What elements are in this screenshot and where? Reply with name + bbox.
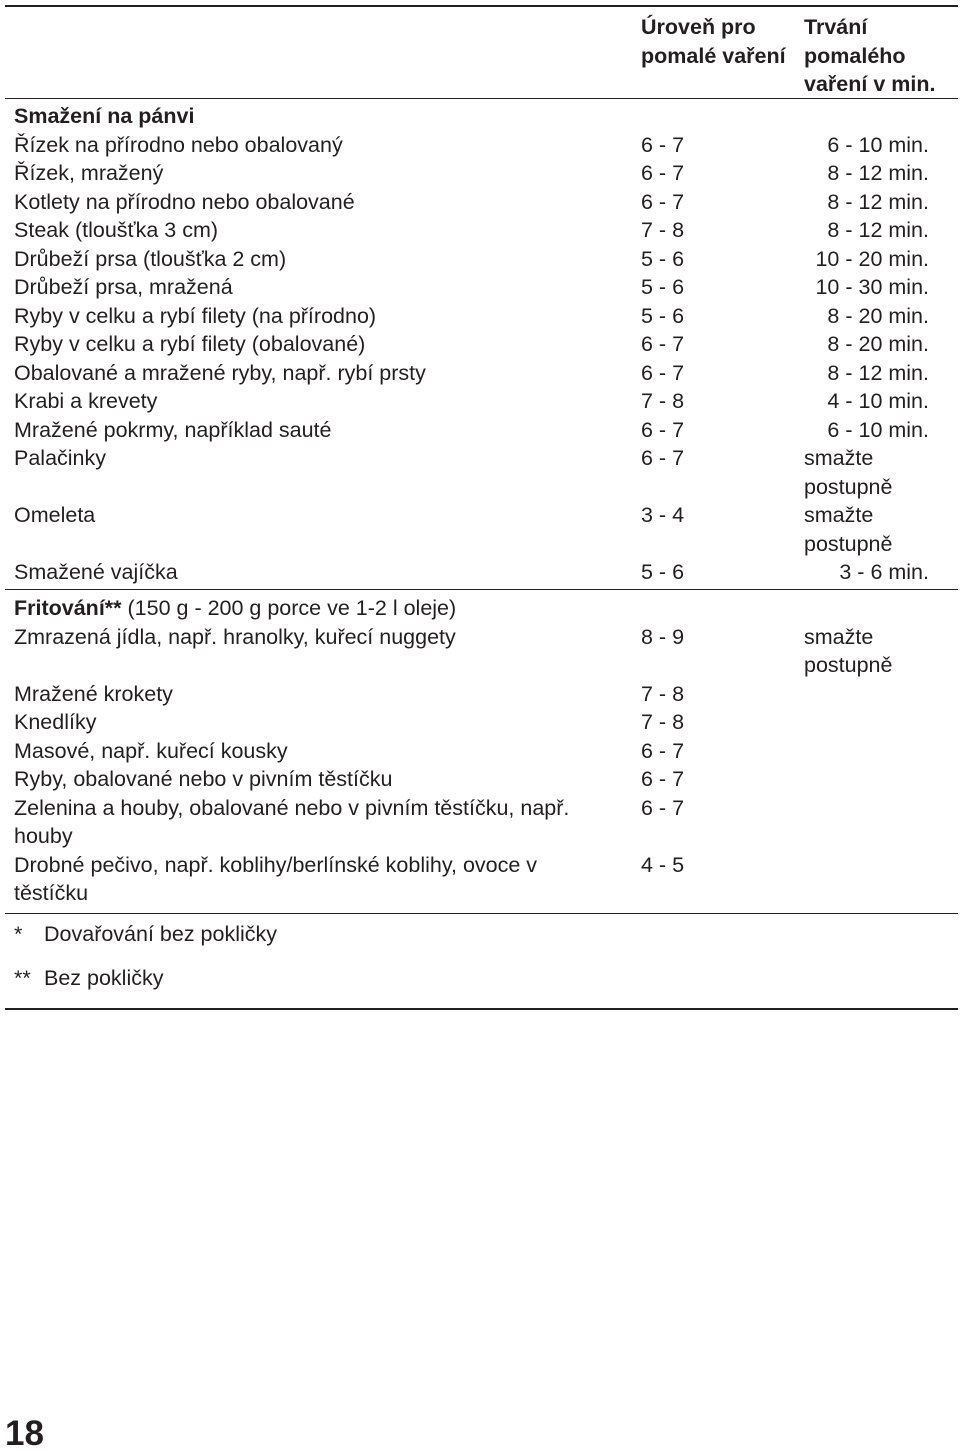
time-value: smažte postupně <box>804 624 893 677</box>
food-name: Ryby v celku a rybí filety (obalované) <box>14 332 366 356</box>
food-name: Drobné pečivo, např. koblihy/berlínské koblihy, ovoce v těstíčku <box>14 852 538 905</box>
level-value: 6 - 7 <box>641 446 685 470</box>
footnote-text: Dovařování bez pokličky <box>44 921 278 946</box>
time-column-header: Trvání pomalého vaření v min. <box>804 15 936 96</box>
page-number: 18 <box>5 1414 44 1453</box>
food-name: Obalované a mražené ryby, např. rybí prsty <box>14 360 426 385</box>
table-row <box>5 330 958 359</box>
level-value: 7 - 8 <box>641 389 685 413</box>
food-name: Knedlíky <box>14 710 97 734</box>
table-row <box>5 216 958 245</box>
level-value: 7 - 8 <box>641 681 685 706</box>
table-row <box>5 416 958 445</box>
level-value: 6 - 7 <box>641 795 685 820</box>
level-value: 6 - 7 <box>641 161 685 185</box>
level-value: 5 - 6 <box>641 560 685 584</box>
level-value: 5 - 6 <box>641 303 685 328</box>
level-value: 6 - 7 <box>641 132 685 157</box>
table-row <box>5 188 958 217</box>
notes-divider-rule <box>5 913 958 914</box>
food-name: Kotlety na přírodno nebo obalované <box>14 189 355 214</box>
table-row <box>5 273 958 302</box>
food-name: Řízek, mražený <box>14 161 164 185</box>
food-name: Mražené krokety <box>14 681 173 706</box>
table-row <box>5 708 958 737</box>
section-title-rest: (150 g - 200 g porce ve 1-2 l oleje) <box>121 596 457 620</box>
level-value: 6 - 7 <box>641 332 685 356</box>
table-row <box>5 159 958 188</box>
level-value: 5 - 6 <box>641 275 685 299</box>
footnote <box>5 964 958 1008</box>
time-value: 6 - 10 min. <box>827 417 929 442</box>
level-value: 7 - 8 <box>641 218 685 242</box>
food-name: Mražené pokrmy, například sauté <box>14 417 332 442</box>
level-value: 8 - 9 <box>641 624 685 649</box>
table-header <box>5 7 958 98</box>
section-deep-frying <box>5 594 958 908</box>
section-divider-rule <box>5 589 958 590</box>
footnote-mark: * <box>14 921 23 946</box>
food-name: Steak (tloušťka 3 cm) <box>14 218 219 242</box>
level-value: 5 - 6 <box>641 246 685 271</box>
time-value: 10 - 20 min. <box>815 246 929 271</box>
table-row <box>5 359 958 388</box>
time-value: 4 - 10 min. <box>827 389 929 413</box>
section-title: Smažení na pánvi <box>14 104 195 128</box>
time-value: 8 - 20 min. <box>827 303 929 328</box>
time-value: 8 - 12 min. <box>827 189 929 214</box>
level-value: 7 - 8 <box>641 710 685 734</box>
table-row <box>5 501 958 558</box>
table-row <box>5 765 958 794</box>
table-row <box>5 851 958 908</box>
table-row <box>5 387 958 416</box>
level-value: 6 - 7 <box>641 738 685 763</box>
level-column-header: Úroveň pro pomalé vaření <box>641 15 786 68</box>
time-value: 8 - 20 min. <box>827 332 929 356</box>
section-title <box>5 594 958 623</box>
food-name: Palačinky <box>14 446 107 470</box>
time-value: 3 - 6 min. <box>839 560 929 584</box>
time-value: 8 - 12 min. <box>827 360 929 385</box>
table-row <box>5 245 958 274</box>
footnote-mark: ** <box>14 965 31 990</box>
level-value: 4 - 5 <box>641 852 685 877</box>
level-value: 3 - 4 <box>641 503 685 527</box>
food-name: Smažené vajíčka <box>14 560 178 584</box>
time-value: smažte postupně <box>804 503 893 556</box>
time-value: smažte postupně <box>804 446 893 499</box>
food-name: Řízek na přírodno nebo obalovaný <box>14 132 343 157</box>
section-pan-frying <box>5 102 958 589</box>
table-row <box>5 131 958 160</box>
footnote-text: Bez pokličky <box>44 965 164 990</box>
footnotes <box>5 920 958 1008</box>
level-value: 6 - 7 <box>641 767 685 791</box>
food-name: Omeleta <box>14 503 96 527</box>
food-name: Masové, např. kuřecí kousky <box>14 738 288 763</box>
time-value: 6 - 10 min. <box>827 132 929 157</box>
food-name: Zmrazená jídla, např. hranolky, kuřecí nuggety <box>14 624 456 649</box>
table-row <box>5 623 958 680</box>
table-bottom-rule <box>5 1008 958 1010</box>
cooking-table <box>5 5 958 1010</box>
table-row <box>5 558 958 589</box>
level-value: 6 - 7 <box>641 360 685 385</box>
food-name: Ryby v celku a rybí filety (na přírodno) <box>14 303 377 328</box>
food-name: Ryby, obalované nebo v pivním těstíčku <box>14 767 393 791</box>
table-row <box>5 444 958 501</box>
level-value: 6 - 7 <box>641 417 685 442</box>
table-row <box>5 680 958 709</box>
food-name: Krabi a krevety <box>14 389 158 413</box>
time-value: 8 - 12 min. <box>827 218 929 242</box>
food-name: Drůbeží prsa, mražená <box>14 275 233 299</box>
section-title-bold: Fritování** <box>14 596 122 620</box>
food-name: Drůbeží prsa (tloušťka 2 cm) <box>14 246 287 271</box>
table-row <box>5 737 958 766</box>
footnote <box>5 920 958 964</box>
level-value: 6 - 7 <box>641 189 685 214</box>
time-value: 10 - 30 min. <box>815 275 929 299</box>
table-row <box>5 794 958 851</box>
food-name: Zelenina a houby, obalované nebo v pivním těstíčku, např. houby <box>14 795 570 848</box>
table-row <box>5 302 958 331</box>
time-value: 8 - 12 min. <box>827 161 929 185</box>
